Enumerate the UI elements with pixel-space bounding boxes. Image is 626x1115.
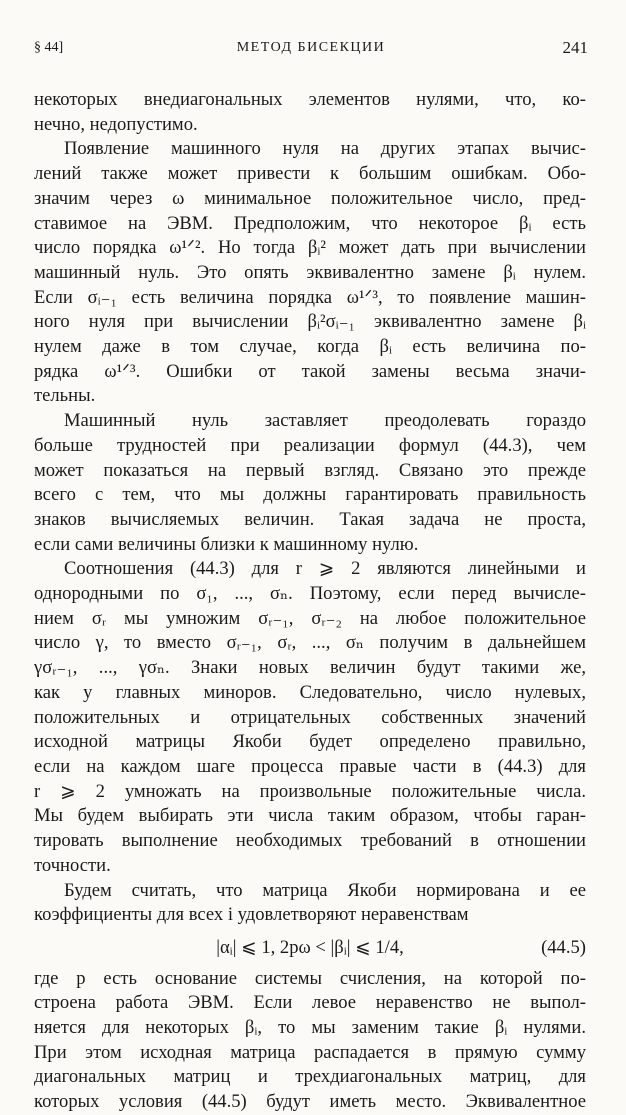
text-line: где p есть основание системы счисления, на которой по- bbox=[34, 967, 586, 989]
text-line: ставимое на ЭВМ. Предположим, что некоторое βᵢ есть bbox=[34, 212, 586, 234]
section-marker: § 44] bbox=[34, 40, 64, 55]
text-line: коэффициенты для всех i удовлетворяют неравенствам bbox=[34, 904, 469, 926]
text-line: Соотношения (44.3) для r ⩾ 2 являются линейными и bbox=[64, 558, 586, 580]
text-line: нулем даже в том случае, когда βᵢ есть величина по- bbox=[34, 336, 586, 358]
text-line: ного нуля при вычислении βᵢ²σᵢ₋₁ эквивалентно замене βᵢ bbox=[34, 311, 586, 333]
text-line: няется для некоторых βᵢ, то мы заменим такие βᵢ нулями. bbox=[34, 1017, 586, 1039]
page-number: 241 bbox=[562, 38, 588, 57]
text-line: лений также может привести к большим ошибкам. Обо- bbox=[34, 163, 586, 185]
text-line: тировать выполнение необходимых требований в отношении bbox=[34, 830, 586, 852]
text-line: Будем считать, что матрица Якоби нормирована и ее bbox=[64, 879, 586, 901]
text-line: число порядка ω¹ᐟ². Но тогда βᵢ² может дать при вычислении bbox=[34, 237, 586, 259]
text-line: однородными по σ₁, ..., σₙ. Поэтому, если перед вычисле- bbox=[34, 583, 586, 605]
text-line: машинный нуль. Это опять эквивалентно замене βᵢ нулем. bbox=[34, 261, 586, 283]
text-line: Появление машинного нуля на других этапах вычис- bbox=[64, 138, 586, 160]
text-line: γσᵣ₋₁, ..., γσₙ. Знаки новых величин будут такими же, bbox=[34, 657, 586, 679]
formula-expression: |αᵢ| ⩽ 1, 2pω < |βᵢ| ⩽ 1/4, bbox=[216, 936, 404, 958]
text-line: точности. bbox=[34, 854, 111, 876]
text-line: положительных и отрицательных собственных значений bbox=[34, 706, 586, 728]
text-line: рядка ω¹ᐟ³. Ошибки от такой замены весьма значи- bbox=[34, 360, 586, 382]
text-line: как у главных миноров. Следовательно, число нулевых, bbox=[34, 681, 586, 703]
equation-number: (44.5) bbox=[541, 936, 586, 958]
text-line: нием σᵣ мы умножим σᵣ₋₁, σᵣ₋₂ на любое положительное bbox=[34, 607, 586, 629]
text-line: знаков вычисляемых величин. Такая задача не проста, bbox=[34, 508, 586, 530]
text-line: больше трудностей при реализации формул (44.3), чем bbox=[34, 434, 586, 456]
text-line: значим через ω минимальное положительное число, пред- bbox=[34, 187, 586, 209]
text-line: если на каждом шаге процесса правые части в (44.3) для bbox=[34, 755, 586, 777]
text-line: всего с тем, что мы должны гарантировать правильность bbox=[34, 484, 586, 506]
text-line: Мы будем выбирать эти числа таким образом, чтобы гаран- bbox=[34, 805, 586, 827]
text-line: Если σᵢ₋₁ есть величина порядка ω¹ᐟ³, то появление машин- bbox=[34, 286, 586, 308]
text-line: строена работа ЭВМ. Если левое неравенство не выпол- bbox=[34, 992, 586, 1014]
text-line: которых условия (44.5) будут иметь место. Эквивалентное bbox=[34, 1091, 586, 1113]
text-line: Машинный нуль заставляет преодолевать гораздо bbox=[64, 410, 586, 432]
text-line: диагональных матриц и трехдиагональных матриц, для bbox=[34, 1066, 586, 1088]
text-line: нечно, недопустимо. bbox=[34, 113, 198, 135]
text-line: исходной матрицы Якоби будет определено правильно, bbox=[34, 731, 586, 753]
text-line: если сами величины близки к машинному нулю. bbox=[34, 533, 419, 555]
page-header bbox=[34, 36, 588, 62]
text-line: может показаться на первый взгляд. Связано это прежде bbox=[34, 459, 586, 481]
text-line: некоторых внедиагональных элементов нулями, что, ко- bbox=[34, 89, 586, 110]
text-line: тельны. bbox=[34, 385, 96, 407]
text-line: число γ, то вместо σᵣ₋₁, σᵣ, ..., σₙ получим в дальнейшем bbox=[34, 632, 586, 654]
display-formula bbox=[34, 936, 586, 961]
text-line: При этом исходная матрица распадается в прямую сумму bbox=[34, 1041, 586, 1063]
running-title: МЕТОД БИСЕКЦИИ bbox=[236, 40, 386, 55]
page-body bbox=[34, 88, 586, 1115]
text-line: r ⩾ 2 умножать на произвольные положительные числа. bbox=[34, 780, 586, 802]
